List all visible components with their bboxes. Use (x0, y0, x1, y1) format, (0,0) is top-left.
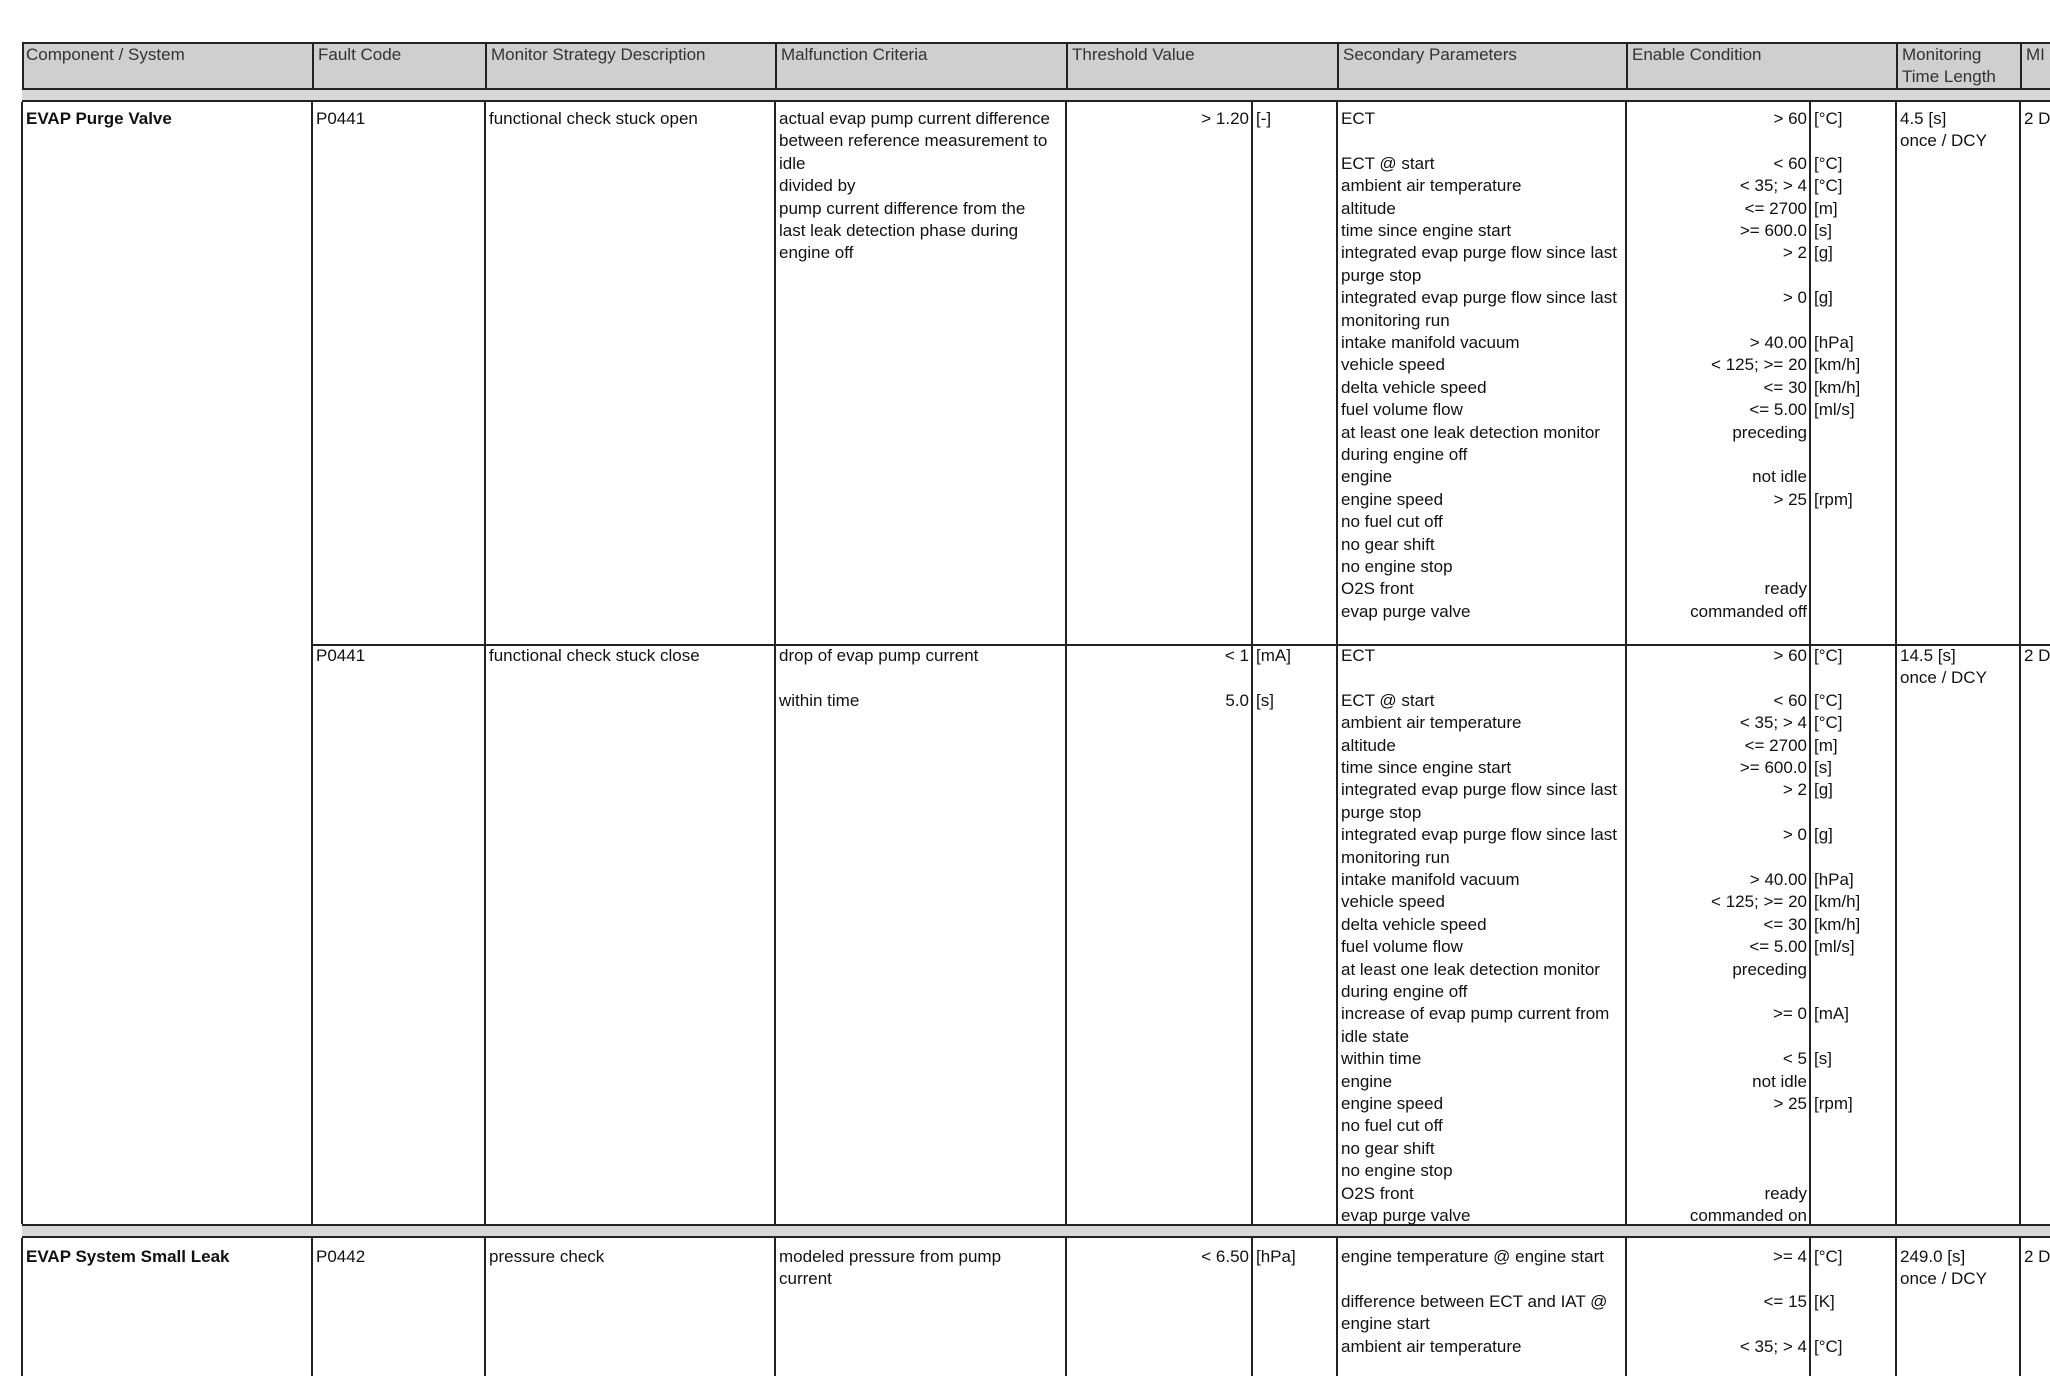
column-header: Component / System (26, 45, 185, 64)
enable-condition: preceding (1732, 959, 1807, 979)
secondary-parameter: evap purge valve (1341, 1206, 1471, 1225)
enable-condition: > 0 (1782, 288, 1807, 308)
threshold-unit: [hPa] (1256, 1247, 1296, 1266)
secondary-parameter: purge stop (1341, 802, 1422, 822)
secondary-parameter: engine speed (1341, 489, 1444, 509)
secondary-parameter: fuel volume flow (1341, 400, 1463, 420)
grid-line (1336, 1238, 1338, 1376)
enable-unit: [rpm] (1814, 489, 1853, 509)
enable-condition: commanded off (1690, 601, 1807, 621)
enable-unit: [g] (1814, 243, 1833, 263)
enable-condition: < 125; >= 20 (1711, 355, 1807, 375)
secondary-parameter: idle state (1341, 1026, 1410, 1046)
enable-unit: [°C] (1814, 690, 1843, 710)
enable-condition: <= 5.00 (1749, 937, 1807, 957)
secondary-parameter: no fuel cut off (1341, 512, 1443, 532)
enable-unit: [°C] (1814, 153, 1843, 173)
enable-condition: > 60 (1773, 109, 1807, 128)
column-header: Monitoring Time Length (1896, 42, 2006, 90)
enable-unit: [g] (1814, 780, 1833, 800)
malfunction-criteria: actual evap pump current difference (779, 109, 1050, 128)
grid-line (2019, 1238, 2021, 1376)
secondary-parameter: integrated evap purge flow since last (1341, 288, 1617, 308)
enable-condition: ready (1764, 1183, 1807, 1203)
threshold-value: 5.0 (1225, 690, 1249, 710)
fault-code: P0441 (316, 109, 366, 128)
grid-line (21, 102, 23, 1224)
enable-condition: > 2 (1782, 243, 1807, 263)
enable-condition: >= 600.0 (1739, 221, 1807, 240)
secondary-parameter: O2S front (1341, 579, 1414, 599)
secondary-parameter: no engine stop (1341, 557, 1453, 576)
monitoring-time: 14.5 [s] (1900, 646, 1956, 665)
enable-condition: > 25 (1773, 1094, 1807, 1113)
column-header: Secondary Parameters (1337, 42, 1626, 90)
enable-unit: [°C] (1814, 713, 1843, 733)
enable-condition: >= 4 (1772, 1247, 1807, 1266)
column-header: MI (2020, 42, 2050, 90)
enable-unit: [°C] (1814, 109, 1843, 128)
monitor-description: pressure check (489, 1247, 605, 1266)
malfunction-criteria: engine off (779, 243, 854, 263)
secondary-parameter: monitoring run (1341, 847, 1450, 867)
fault-code: P0441 (316, 646, 366, 665)
secondary-parameter: ECT (1341, 109, 1375, 128)
enable-unit: [g] (1814, 288, 1833, 308)
monitoring-time: once / DCY (1900, 668, 1987, 688)
enable-condition: ready (1764, 579, 1807, 599)
malfunction-criteria: between reference measurement to (779, 131, 1048, 151)
enable-condition: < 60 (1773, 153, 1807, 173)
secondary-parameter: difference between ECT and IAT @ (1341, 1291, 1608, 1311)
column-header: Enable Condition (1626, 42, 1896, 90)
grid-line (1065, 102, 1067, 1224)
grid-line (21, 1238, 23, 1376)
secondary-parameter: delta vehicle speed (1341, 914, 1487, 934)
secondary-parameter: during engine off (1341, 982, 1468, 1001)
secondary-parameter: integrated evap purge flow since last (1341, 825, 1617, 845)
grid-line (1895, 102, 1897, 1224)
grid-line (1809, 1238, 1811, 1376)
secondary-parameter: ambient air temperature (1341, 713, 1522, 733)
enable-unit: [ml/s] (1814, 937, 1855, 957)
enable-unit: [km/h] (1814, 355, 1861, 375)
secondary-parameter: monitoring run (1341, 310, 1450, 330)
enable-condition: >= 600.0 (1739, 758, 1807, 777)
grid-line (1625, 102, 1627, 1224)
secondary-parameter: no gear shift (1341, 1138, 1435, 1158)
section-divider (22, 88, 2050, 102)
enable-unit: [km/h] (1814, 892, 1861, 912)
grid-line (1809, 102, 1811, 1224)
column-header: Malfunction Criteria (775, 42, 1066, 90)
secondary-parameter: altitude (1341, 735, 1396, 755)
grid-line (311, 1238, 313, 1376)
grid-line (484, 1238, 486, 1376)
column-header: Monitor Strategy Description (485, 42, 775, 90)
secondary-parameter: vehicle speed (1341, 892, 1445, 912)
secondary-parameter: no engine stop (1341, 1161, 1453, 1181)
secondary-parameter: at least one leak detection monitor (1341, 959, 1600, 979)
threshold-value: > 1.20 (1201, 109, 1249, 128)
enable-condition: <= 30 (1763, 377, 1807, 397)
mil-illumination: 2 D (2024, 1247, 2050, 1266)
grid-line (311, 102, 313, 1224)
enable-condition: > 2 (1782, 780, 1807, 800)
threshold-unit: [mA] (1256, 646, 1291, 665)
column-header: Threshold Value (1066, 42, 1337, 90)
secondary-parameter: time since engine start (1341, 758, 1512, 777)
enable-unit: [mA] (1814, 1004, 1849, 1024)
enable-unit: [°C] (1814, 176, 1843, 196)
malfunction-criteria: within time (779, 690, 860, 710)
enable-unit: [°C] (1814, 646, 1843, 665)
grid-line (1625, 1238, 1627, 1376)
secondary-parameter: at least one leak detection monitor (1341, 422, 1600, 442)
fault-code: P0442 (316, 1247, 366, 1266)
malfunction-criteria: idle (779, 153, 806, 173)
secondary-parameter: ECT (1341, 646, 1375, 665)
malfunction-criteria: current (779, 1269, 832, 1289)
enable-unit: [m] (1814, 198, 1838, 218)
threshold-value: < 6.50 (1201, 1247, 1249, 1266)
secondary-parameter: integrated evap purge flow since last (1341, 243, 1617, 263)
secondary-parameter: engine (1341, 1071, 1393, 1091)
enable-condition: < 5 (1782, 1049, 1807, 1069)
enable-unit: [g] (1814, 825, 1833, 845)
enable-condition: <= 30 (1763, 914, 1807, 934)
secondary-parameter: altitude (1341, 198, 1396, 218)
grid-line (1895, 1238, 1897, 1376)
secondary-parameter: engine (1341, 467, 1393, 487)
secondary-parameter: increase of evap pump current from (1341, 1004, 1610, 1024)
enable-unit: [K] (1814, 1291, 1835, 1311)
enable-unit: [s] (1814, 1049, 1832, 1069)
secondary-parameter: ambient air temperature (1341, 1336, 1522, 1356)
component-name: EVAP System Small Leak (26, 1247, 230, 1266)
enable-condition: <= 5.00 (1749, 400, 1807, 420)
monitoring-time: 4.5 [s] (1900, 109, 1947, 128)
enable-unit: [rpm] (1814, 1094, 1853, 1113)
secondary-parameter: vehicle speed (1341, 355, 1445, 375)
grid-line (774, 102, 776, 1224)
enable-condition: not idle (1752, 1071, 1807, 1091)
secondary-parameter: purge stop (1341, 265, 1422, 285)
enable-unit: [hPa] (1814, 333, 1854, 352)
enable-unit: [s] (1814, 221, 1832, 240)
secondary-parameter: engine start (1341, 1314, 1430, 1334)
grid-line (1065, 1238, 1067, 1376)
enable-condition: preceding (1732, 422, 1807, 442)
secondary-parameter: fuel volume flow (1341, 937, 1463, 957)
enable-condition: < 125; >= 20 (1711, 892, 1807, 912)
enable-condition: < 35; > 4 (1739, 713, 1807, 733)
secondary-parameter: no gear shift (1341, 534, 1435, 554)
enable-unit: [km/h] (1814, 377, 1861, 397)
enable-condition: <= 15 (1763, 1291, 1807, 1311)
secondary-parameter: ECT @ start (1341, 690, 1435, 710)
monitoring-time: once / DCY (1900, 1269, 1987, 1289)
enable-unit: [hPa] (1814, 870, 1854, 889)
monitoring-time: once / DCY (1900, 131, 1987, 151)
enable-condition: <= 2700 (1744, 735, 1807, 755)
secondary-parameter: evap purge valve (1341, 601, 1471, 621)
grid-line (1251, 1238, 1253, 1376)
malfunction-criteria: drop of evap pump current (779, 646, 979, 665)
enable-condition: < 35; > 4 (1739, 1336, 1807, 1356)
enable-condition: <= 2700 (1744, 198, 1807, 218)
secondary-parameter: within time (1341, 1049, 1422, 1069)
enable-condition: > 40.00 (1749, 333, 1807, 352)
grid-line (1336, 102, 1338, 1224)
secondary-parameter: engine temperature @ engine start (1341, 1247, 1604, 1266)
malfunction-criteria: divided by (779, 176, 856, 196)
enable-condition: > 0 (1782, 825, 1807, 845)
enable-condition: commanded on (1689, 1206, 1807, 1225)
secondary-parameter: time since engine start (1341, 221, 1512, 240)
mil-illumination: 2 D (2024, 109, 2050, 128)
enable-condition: > 40.00 (1749, 870, 1807, 889)
secondary-parameter: during engine off (1341, 445, 1468, 464)
column-header: Fault Code (312, 42, 485, 90)
enable-condition: > 60 (1773, 646, 1807, 665)
enable-condition: < 35; > 4 (1739, 176, 1807, 196)
enable-unit: [s] (1814, 758, 1832, 777)
enable-unit: [km/h] (1814, 914, 1861, 934)
enable-unit: [°C] (1814, 1247, 1843, 1266)
secondary-parameter: O2S front (1341, 1183, 1414, 1203)
threshold-unit: [s] (1256, 690, 1274, 710)
secondary-parameter: integrated evap purge flow since last (1341, 780, 1617, 800)
enable-unit: [m] (1814, 735, 1838, 755)
enable-condition: >= 0 (1772, 1004, 1807, 1024)
secondary-parameter: delta vehicle speed (1341, 377, 1487, 397)
malfunction-criteria: pump current difference from the (779, 198, 1026, 218)
monitor-description: functional check stuck close (489, 646, 700, 665)
grid-line (1251, 102, 1253, 1224)
monitor-description: functional check stuck open (489, 109, 698, 128)
threshold-unit: [-] (1256, 109, 1272, 128)
threshold-value: < 1 (1224, 646, 1249, 665)
monitoring-time: 249.0 [s] (1900, 1247, 1966, 1266)
enable-condition: not idle (1752, 467, 1807, 487)
enable-condition: < 60 (1773, 690, 1807, 710)
component-name: EVAP Purge Valve (26, 109, 172, 128)
malfunction-criteria: last leak detection phase during (779, 221, 1019, 240)
enable-unit: [°C] (1814, 1336, 1843, 1356)
secondary-parameter: engine speed (1341, 1094, 1444, 1113)
grid-line (2019, 102, 2021, 1224)
malfunction-criteria: modeled pressure from pump (779, 1247, 1002, 1266)
secondary-parameter: intake manifold vacuum (1341, 333, 1520, 352)
grid-line (774, 1238, 776, 1376)
secondary-parameter: intake manifold vacuum (1341, 870, 1520, 889)
enable-unit: [ml/s] (1814, 400, 1855, 420)
mil-illumination: 2 D (2024, 646, 2050, 665)
secondary-parameter: no fuel cut off (1341, 1116, 1443, 1136)
grid-line (484, 102, 486, 1224)
enable-condition: > 25 (1773, 489, 1807, 509)
secondary-parameter: ambient air temperature (1341, 176, 1522, 196)
secondary-parameter: ECT @ start (1341, 153, 1435, 173)
